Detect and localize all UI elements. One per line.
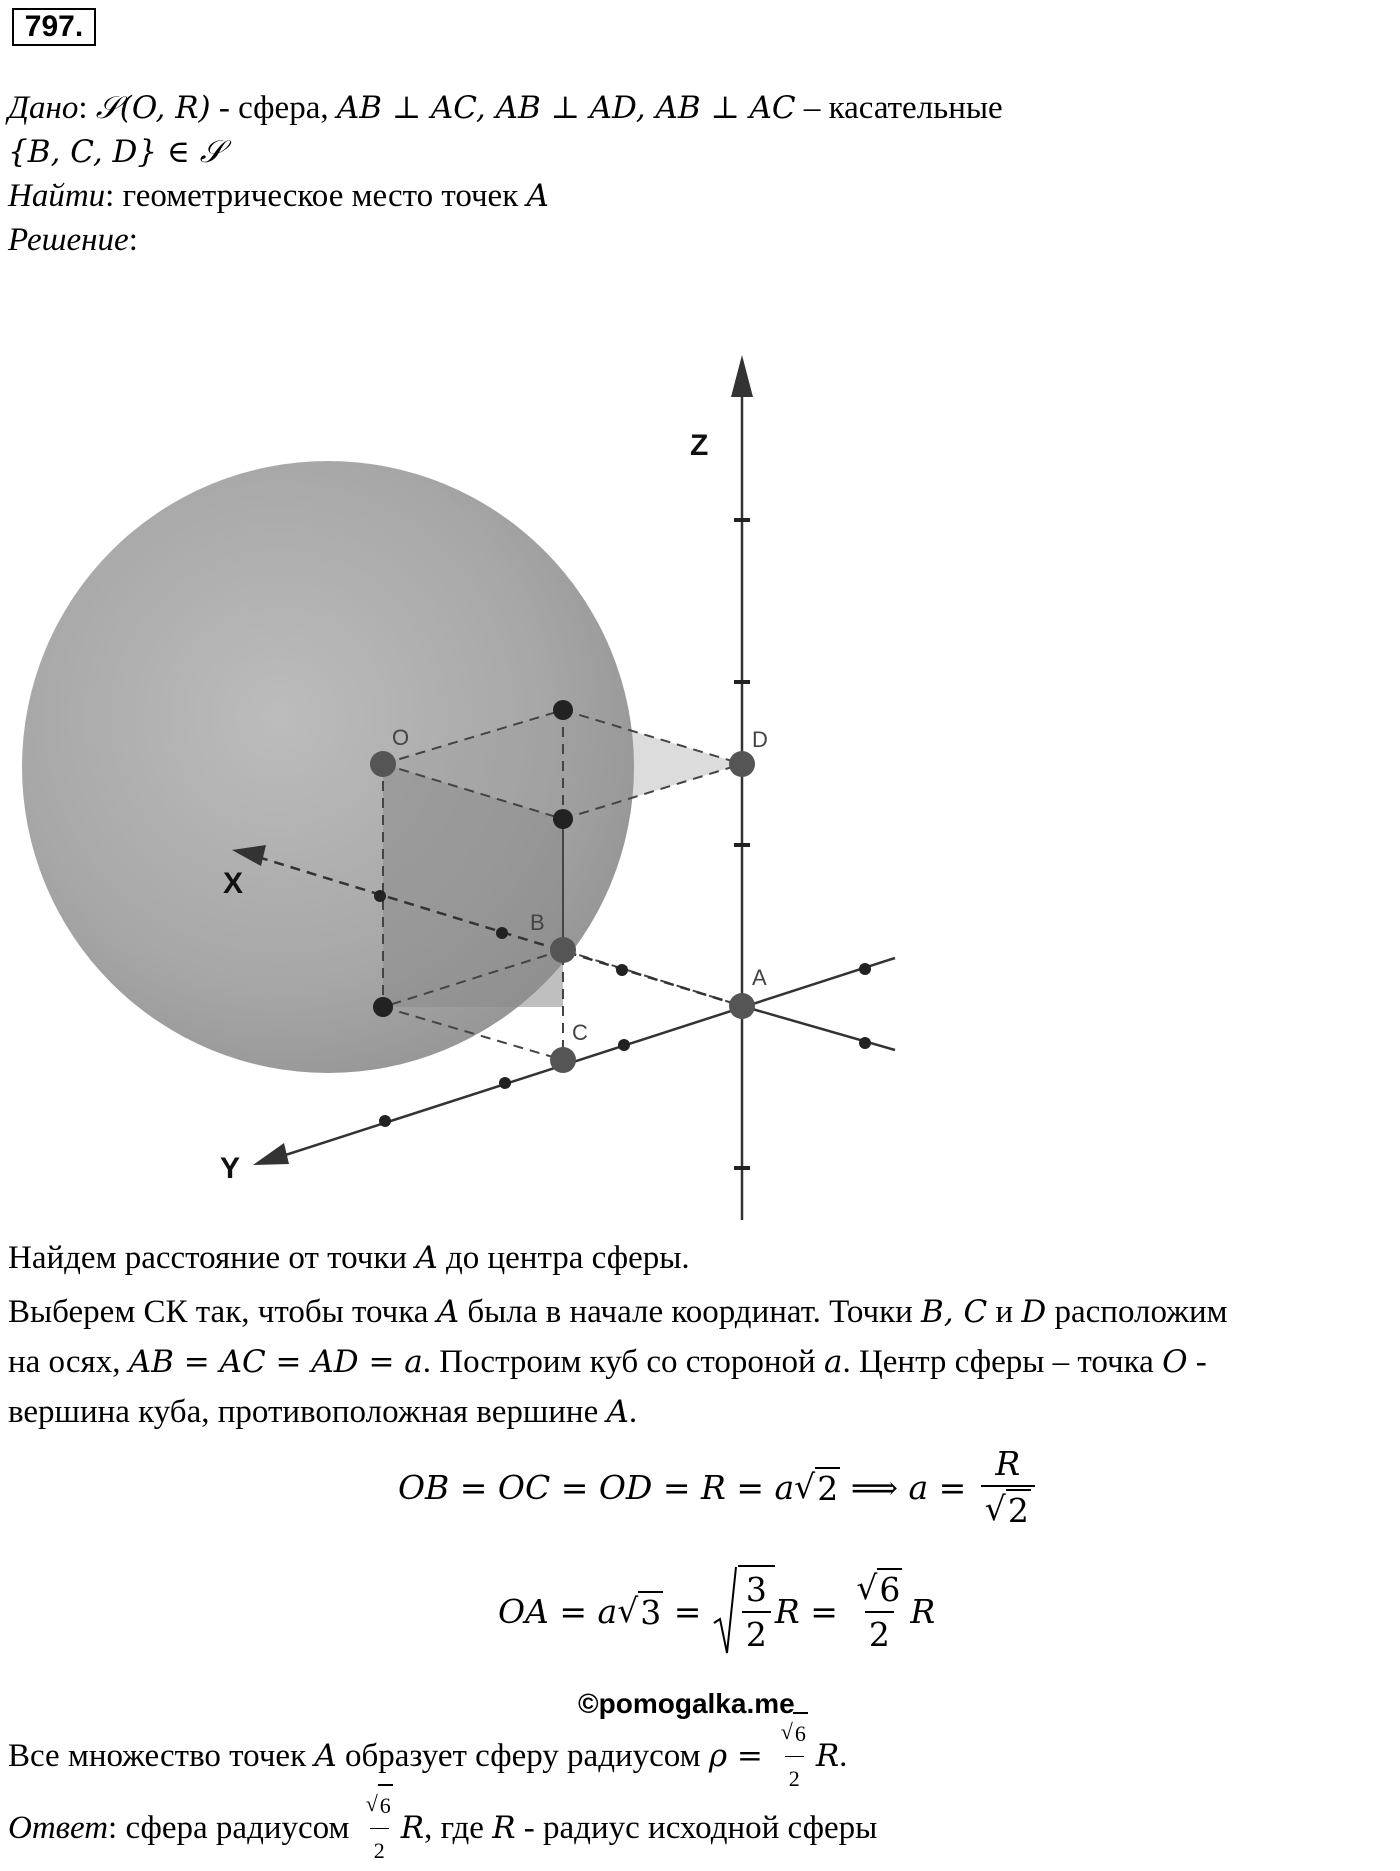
conclusion-math: R: [815, 1737, 840, 1774]
fraction: [742, 1570, 771, 1654]
answer-text: , где: [424, 1809, 493, 1846]
fraction-numerator: √ 6: [777, 1712, 812, 1756]
eq2-frac-num: 6: [879, 1570, 901, 1609]
z-arrowhead: [731, 355, 753, 397]
paragraph-2-line-1: [8, 1292, 1228, 1332]
z-axis-label: Z: [690, 429, 709, 462]
conclusion-frac-den: 2: [785, 1756, 804, 1799]
given-line-2: [8, 132, 224, 172]
p1-text-2: до центра сферы.: [437, 1240, 690, 1276]
p2-math: O: [1162, 1344, 1188, 1380]
eq2-lhs: OA = a: [498, 1591, 618, 1631]
paragraph-2-line-3: [8, 1392, 637, 1432]
eq2-mid: R =: [774, 1591, 849, 1631]
point-c: [550, 1047, 576, 1073]
answer-math: R: [400, 1809, 425, 1846]
label-d: D: [752, 727, 768, 752]
equation-1: [398, 1444, 1039, 1530]
p2-math: a: [823, 1344, 843, 1380]
p2-text: вершина куба, противоположная вершине: [8, 1394, 607, 1430]
given-perp-math: AB ⊥ AC, AB ⊥ AD, AB ⊥ AC: [336, 90, 796, 126]
y-arrowhead: [253, 1143, 289, 1165]
given-text-1: - сфера,: [210, 90, 337, 126]
given-label: Дано: [8, 90, 79, 126]
answer-line: [8, 1784, 877, 1871]
conclusion-text: Все множество точек: [8, 1737, 315, 1774]
answer-frac-num: 6: [378, 1784, 393, 1826]
eq1-implies: ⟹ a =: [840, 1467, 977, 1507]
given-points-math: {B, C, D} ∈ 𝒮: [8, 134, 224, 170]
given-line-1: Дано: 𝒮(O, R) - сфера, AB ⊥ AC, AB ⊥ AD, AB ⊥ AC – касательные: [8, 90, 1003, 126]
solution-label: Решение: [8, 222, 129, 258]
label-a: A: [752, 965, 767, 990]
problem-number: 797.: [12, 8, 96, 46]
answer-frac-den: 2: [370, 1828, 389, 1871]
eq1-frac-den: 2: [1007, 1491, 1029, 1530]
sqrt: √ 3: [617, 1590, 662, 1632]
x-axis-label: X: [223, 867, 244, 900]
find-line: [8, 176, 549, 216]
point-o: [370, 751, 396, 777]
p2-math: A: [436, 1294, 460, 1330]
eq1-lhs: OB = OC = OD = R = a: [398, 1467, 795, 1507]
point-b: [550, 937, 576, 963]
p2-text: была в начале координат. Точки: [459, 1294, 922, 1330]
eq2-tail: R: [910, 1591, 936, 1631]
p1-text-1: Найдем расстояние от точки: [8, 1240, 416, 1276]
cube-vertex-bl: [373, 997, 393, 1017]
eq2-big-num: 3: [745, 1570, 767, 1609]
answer-text: : сфера радиусом: [108, 1809, 358, 1846]
p2-text: .: [628, 1394, 638, 1430]
p2-math: AB = AC = AD = a: [128, 1344, 423, 1380]
eq2-sqrt-arg: 3: [640, 1592, 662, 1632]
eq2-equals: =: [663, 1591, 712, 1631]
p2-text: . Построим куб со стороной: [422, 1344, 824, 1380]
big-sqrt: [712, 1565, 775, 1657]
p2-text: на осях,: [8, 1344, 129, 1380]
conclusion-text: .: [839, 1737, 848, 1774]
y-axis-label: Y: [220, 1152, 241, 1185]
sphere-cube-figure: [0, 340, 900, 1220]
p2-text: . Центр сферы – точка: [842, 1344, 1163, 1380]
p2-math: A: [606, 1394, 629, 1430]
fraction: [852, 1568, 906, 1654]
point-a: [729, 993, 755, 1019]
answer-math: R: [492, 1809, 516, 1846]
find-label: Найти: [8, 178, 106, 214]
fraction: [981, 1444, 1035, 1530]
p2-text: -: [1187, 1344, 1207, 1380]
answer-label: Ответ: [8, 1809, 109, 1846]
cube-vertex-top: [553, 700, 573, 720]
watermark: ©pomogalka.me: [578, 1688, 795, 1719]
eq2-frac-den: 2: [865, 1611, 894, 1654]
fraction: [362, 1784, 397, 1871]
paragraph-1: [8, 1238, 690, 1278]
fraction-numerator: √ 6: [362, 1784, 397, 1828]
given-sphere-math: 𝒮(O, R): [95, 90, 211, 126]
label-c: C: [572, 1020, 588, 1045]
point-d: [729, 751, 755, 777]
fraction-numerator: √ 6: [856, 1568, 901, 1609]
p2-text: расположим: [1046, 1294, 1228, 1330]
given-text-2: – касательные: [795, 90, 1003, 126]
conclusion-math: A: [314, 1737, 337, 1774]
p1-math-1: A: [415, 1240, 438, 1276]
answer-text: - радиус исходной сферы: [515, 1809, 878, 1846]
p2-math: D: [1021, 1294, 1047, 1330]
x-axis-neg: [742, 1006, 895, 1050]
conclusion-text: образует сферу радиусом: [336, 1737, 709, 1774]
label-b: B: [530, 910, 545, 935]
conclusion-math: ρ =: [708, 1737, 773, 1774]
eq2-big-den: 2: [742, 1611, 771, 1654]
p2-text: и: [987, 1294, 1022, 1330]
conclusion-frac-num: 6: [793, 1712, 808, 1754]
p2-text: Выберем СК так, чтобы точка: [8, 1294, 437, 1330]
label-o: O: [392, 725, 410, 750]
eq1-frac-num: R: [995, 1444, 1021, 1483]
paragraph-2-line-2: [8, 1342, 1207, 1382]
find-math: A: [526, 178, 549, 214]
eq1-sqrt-arg: 2: [817, 1468, 839, 1508]
equation-2: [498, 1565, 935, 1657]
solution-line: Решение:: [8, 222, 138, 258]
fraction-denominator: √ 2: [981, 1485, 1035, 1530]
p2-math: B, C: [921, 1294, 988, 1330]
find-text: : геометрическое место точек: [105, 178, 527, 214]
sqrt: √ 2: [794, 1466, 839, 1508]
cube-vertex-mid: [553, 809, 573, 829]
